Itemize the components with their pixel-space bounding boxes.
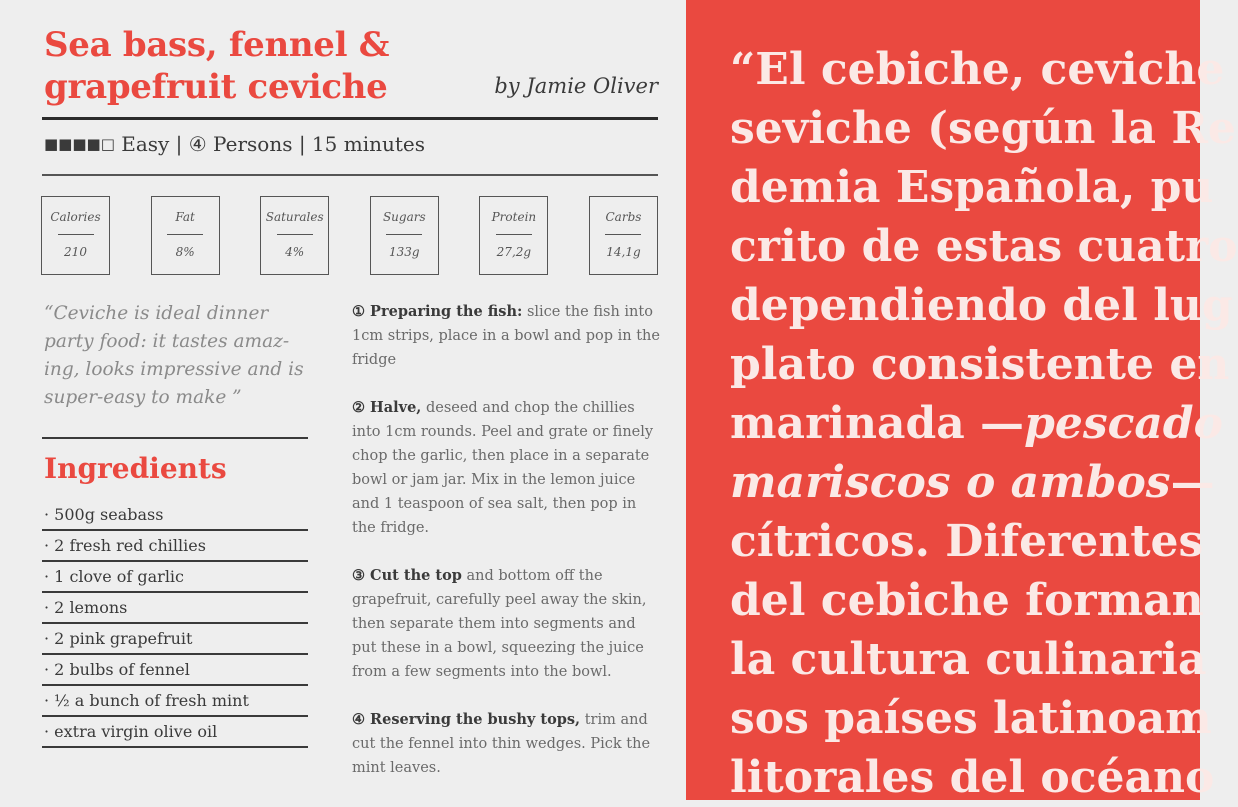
nutrition-value: 133g xyxy=(388,245,420,259)
feature-line: sos países latinoam xyxy=(730,693,1212,744)
feature-line: la cultura culinaria xyxy=(730,634,1207,685)
feature-line: seviche (según la Re xyxy=(730,103,1236,154)
header-divider xyxy=(42,117,658,120)
feature-line: plato consistente en xyxy=(730,339,1230,390)
ingredient-item: · 500g seabass xyxy=(42,500,308,531)
step-text: slice the fish into 1cm strips, place in a bowl and pop in the fridge xyxy=(352,304,660,368)
pull-quote: “Ceviche is ideal dinner party food: it tastes amaz-ing, looks impressive and is super-easy to make ” xyxy=(44,303,304,408)
feature-quote xyxy=(730,40,1238,807)
nutrition-label: Sugars xyxy=(382,210,426,224)
nutrition-value: 4% xyxy=(285,245,305,259)
ingredient-item: · 1 clove of garlic xyxy=(42,562,308,593)
nutrition-label: Calories xyxy=(50,210,101,224)
step-lead: ② Halve, xyxy=(352,399,422,416)
nutrition-divider xyxy=(605,234,641,235)
nutrition-value: 27,2g xyxy=(496,245,532,259)
nutrition-label: Fat xyxy=(175,210,195,224)
nutrition-label: Protein xyxy=(491,210,537,224)
quote-divider xyxy=(42,437,308,439)
recipe-title xyxy=(44,24,389,108)
step-lead: ④ Reserving the bushy tops, xyxy=(352,711,581,728)
ingredient-item: · ½ a bunch of fresh mint xyxy=(42,686,308,717)
nutrition-box-calories xyxy=(41,196,110,275)
feature-text-italic: mariscos o ambos xyxy=(730,457,1171,508)
nutrition-value: 8% xyxy=(175,245,195,259)
feature-line: del cebiche forman xyxy=(730,575,1204,626)
nutrition-box-protein xyxy=(479,196,548,275)
method-step-1 xyxy=(352,300,662,372)
feature-text-roman: — xyxy=(1170,457,1215,508)
ingredients-heading: Ingredients xyxy=(44,452,227,485)
nutrition-label: Carbs xyxy=(605,210,642,224)
ingredient-item: · extra virgin olive oil xyxy=(42,717,308,748)
feature-text-roman: marinada — xyxy=(730,398,1025,449)
feature-line: litorales del océano xyxy=(730,752,1215,803)
method-step-4 xyxy=(352,708,662,780)
nutrition-divider xyxy=(277,234,313,235)
method-steps xyxy=(352,300,662,804)
step-lead: ① Preparing the fish: xyxy=(352,303,523,320)
method-step-2 xyxy=(352,396,662,540)
feature-line: “El cebiche, ceviche xyxy=(730,44,1225,95)
feature-line xyxy=(730,394,1238,453)
nutrition-box-fat xyxy=(151,196,220,275)
nutrition-divider xyxy=(58,234,94,235)
step-lead: ③ Cut the top xyxy=(352,567,462,584)
feature-line: cítricos. Diferentes xyxy=(730,516,1204,567)
feature-line: dependiendo del lug xyxy=(730,280,1233,331)
step-text: trim and cut the fennel into thin wedges. Pick the mint leaves. xyxy=(352,712,651,776)
nutrition-divider xyxy=(386,234,422,235)
recipe-meta xyxy=(44,132,425,156)
nutrition-divider xyxy=(496,234,532,235)
nutrition-label: Saturales xyxy=(265,210,324,224)
nutrition-box-sugars xyxy=(370,196,439,275)
nutrition-box-saturales xyxy=(260,196,329,275)
recipe-author: by Jamie Oliver xyxy=(494,74,658,98)
feature-line: demia Española, pu xyxy=(730,162,1214,213)
meta-divider xyxy=(42,174,658,176)
recipe-meta-text: Easy | ④ Persons | 15 minutes xyxy=(114,132,425,156)
ingredient-item: · 2 bulbs of fennel xyxy=(42,655,308,686)
ingredients-list xyxy=(42,500,308,748)
nutrition-value: 14,1g xyxy=(606,245,641,259)
nutrition-divider xyxy=(167,234,203,235)
ingredient-item: · 2 fresh red chillies xyxy=(42,531,308,562)
feature-text-italic: pescado xyxy=(1024,398,1224,449)
step-text: deseed and chop the chillies into 1cm rounds. Peel and grate or finely chop the garlic, then place in a separate bowl or jam jar. Mix in the lemon juice and 1 teaspoon of sea salt, then pop in the fridge. xyxy=(352,400,654,536)
difficulty-squares-icon: ■■■■□ xyxy=(44,135,115,153)
method-step-3 xyxy=(352,564,662,684)
nutrition-value: 210 xyxy=(64,245,87,259)
nutrition-box-carbs xyxy=(589,196,658,275)
recipe-title-line2: grapefruit ceviche xyxy=(44,67,388,107)
feature-line xyxy=(730,453,1238,512)
step-text: and bottom off the grapefruit, carefully peel away the skin, then separate them into segments and put these in a bowl, squeezing the juice from a few segments into the bowl. xyxy=(352,568,647,680)
recipe-title-line1: Sea bass, fennel & xyxy=(44,25,390,65)
nutrition-panel xyxy=(41,196,658,278)
ingredient-item: · 2 lemons xyxy=(42,593,308,624)
feature-panel xyxy=(686,0,1238,803)
ingredient-item: · 2 pink grapefruit xyxy=(42,624,308,655)
feature-line: crito de estas cuatro xyxy=(730,221,1238,272)
